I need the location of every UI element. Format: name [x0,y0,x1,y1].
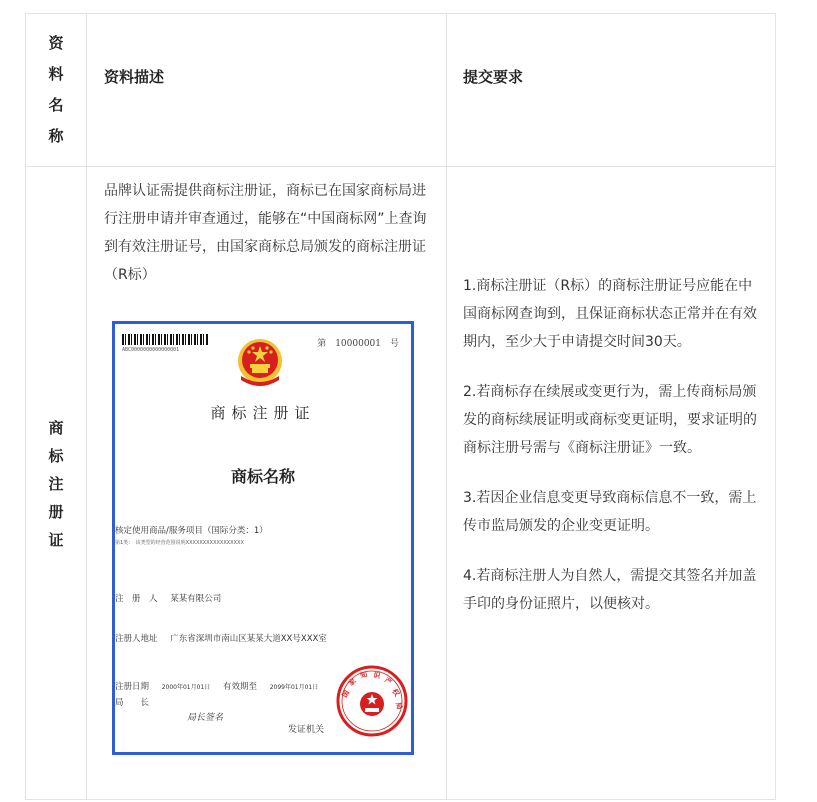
header-cell-name [26,14,86,166]
barcode [122,334,208,345]
row-name-label: 商标注册证 [48,418,64,549]
svg-text:识: 识 [372,671,381,681]
goods-services-label: 核定使用商品/服务项目（国际分类：1） [115,526,268,536]
valid-label: 有效期至 [222,682,257,692]
registrant-label: 注 册 人 [115,594,158,604]
reg-date-value: 2000年01月01日 [161,684,211,691]
svg-text:权: 权 [390,687,401,698]
trademark-certificate-image [112,321,414,755]
header-name-label: 资料名称 [48,34,64,145]
svg-text:局: 局 [394,701,404,711]
column-divider [86,14,87,799]
row-name-cell [26,167,86,800]
trademark-name: 商标名称 [230,467,295,486]
valid-value: 2099年01月01日 [269,684,319,691]
row-divider [26,166,775,167]
svg-text:知: 知 [359,670,369,680]
address-value: 广东省深圳市南山区某某大道XX号XXX室 [170,634,327,644]
header-requirement-label: 提交要求 [463,68,524,86]
issuing-authority: 发证机关 [288,725,325,735]
header-description-label: 资料描述 [104,68,165,86]
certificate-number: 第 10000001 号 [317,339,399,349]
requirement-item: 4.若商标注册人为自然人，需提交其签名并加盖手印的身份证照片，以便核对。 [463,568,757,612]
registrant-row [115,592,221,604]
address-label: 注册人地址 [115,634,158,644]
svg-text:产: 产 [382,676,394,687]
director-label: 局 长 [115,698,150,708]
svg-text:国: 国 [340,688,352,699]
dates-row [115,680,318,692]
requirements-list [463,272,763,640]
document-table [25,13,776,800]
requirement-item: 3.若因企业信息变更导致商标信息不一致，需上传市监局颁发的企业变更证明。 [463,490,757,534]
national-emblem-icon [233,336,287,390]
barcode-text: ABC0000000000000001 [122,347,180,353]
column-divider [446,14,447,799]
address-row [115,632,327,644]
requirement-item: 1.商标注册证（R标）的商标注册证号应能在中国商标网查询到，且保证商标状态正常并在有效期内，至少大于申请提交时间30天。 [463,278,757,350]
reg-date-label: 注册日期 [115,682,150,692]
requirement-item: 2.若商标存在续展或变更行为，需上传商标局颁发的商标续展证明或商标变更证明，要求证明的商标注册号需与《商标注册证》一致。 [463,384,757,456]
row-description-text: 品牌认证需提供商标注册证，商标已在国家商标局进行注册申请并审查通过，能够在“中国商标网”上查询到有效注册证号，由国家商标总局颁发的商标注册证（R标） [104,183,427,283]
certificate-title: 商标注册证 [210,404,316,422]
director-signature: 局长签名 [187,713,224,723]
director-row [115,696,149,708]
class-note: 第1类： 该类型的经营范围说明XXXXXXXXXXXXXXXXX [115,540,244,546]
official-seal-icon [335,664,409,738]
registrant-value: 某某有限公司 [170,594,222,604]
svg-text:家: 家 [347,676,358,688]
